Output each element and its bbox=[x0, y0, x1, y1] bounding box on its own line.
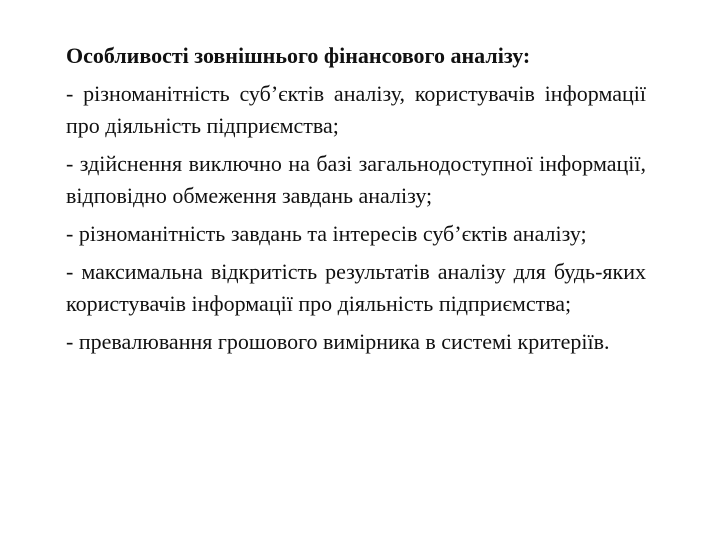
list-item: - здійснення виключно на базі загальнодоступної інформації, відповідно обмеження завдань аналізу; bbox=[66, 151, 646, 208]
list-item: - максимальна відкритість результатів аналізу для будь-яких користувачів інформації про діяльність підприємства; bbox=[66, 259, 646, 316]
list-item: - превалювання грошового вимірника в системі критеріїв. bbox=[66, 329, 610, 354]
slide-content bbox=[66, 40, 646, 364]
list-item: - різноманітність суб’єктів аналізу, користувачів інформації про діяльність підприємства; bbox=[66, 81, 646, 138]
list-item: - різноманітність завдань та інтересів суб’єктів аналізу; bbox=[66, 221, 587, 246]
slide-title: Особливості зовнішнього фінансового аналізу: bbox=[66, 43, 531, 68]
